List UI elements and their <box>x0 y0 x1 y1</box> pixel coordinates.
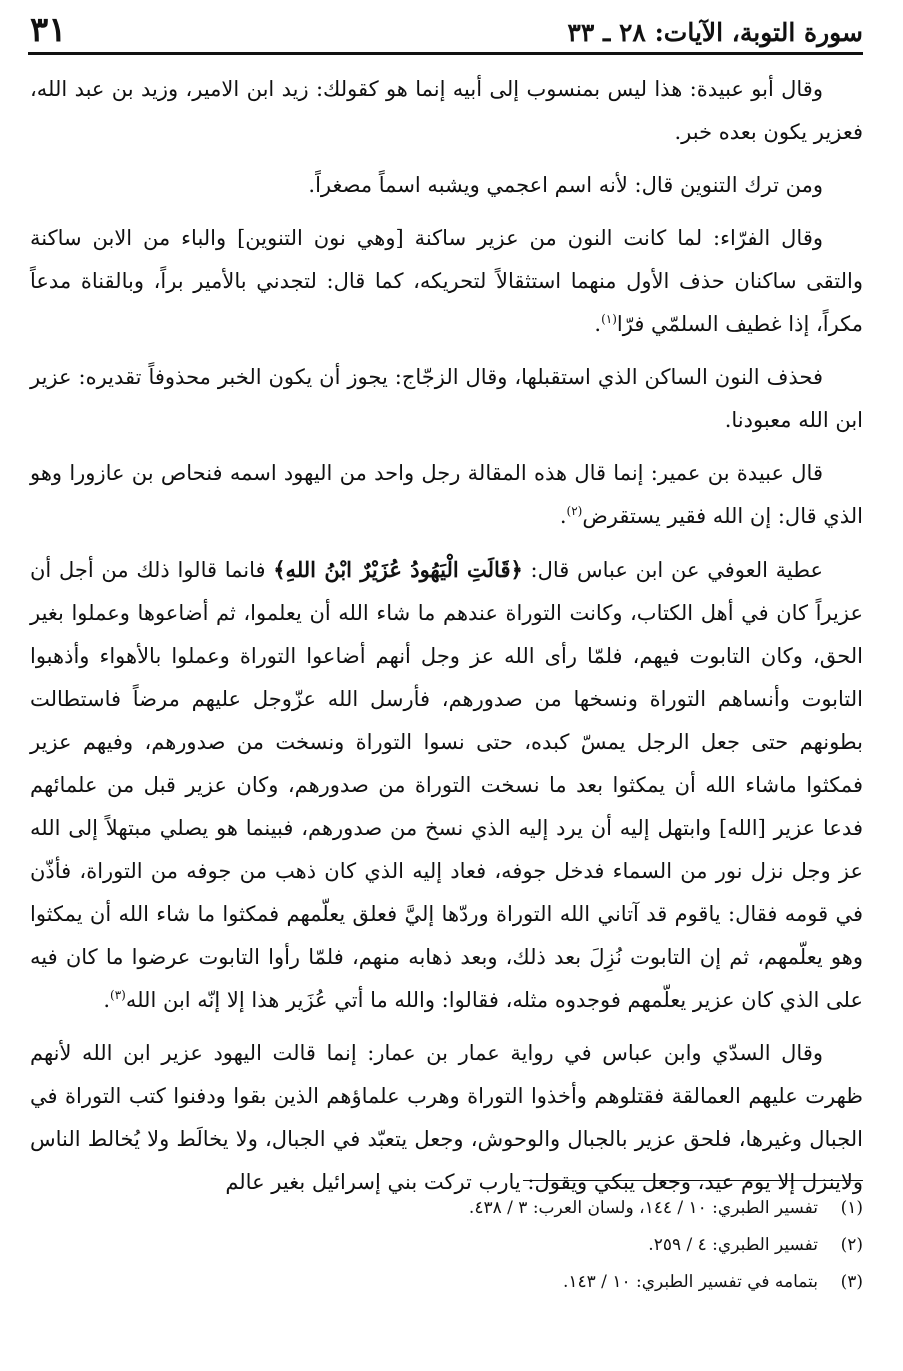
paragraph-end: . <box>103 988 111 1012</box>
paragraph-2 <box>30 164 863 207</box>
footnote-text: تفسير الطبري: ٤ / ٢٥٩. <box>648 1235 818 1255</box>
footnote-ref-3[interactable]: (٣) <box>110 988 126 1002</box>
paragraph-text: فحذف النون الساكن الذي استقبلها، وقال الزجّاج: يجوز أن يكون الخبر محذوفاً تقديره: عزير ابن الله معبودنا. <box>30 365 863 432</box>
paragraph-3 <box>30 217 863 346</box>
paragraph-6 <box>30 548 863 1022</box>
main-text <box>30 68 863 1214</box>
footnote-text: بتمامه في تفسير الطبري: ١٠ / ١٤٣. <box>562 1272 818 1292</box>
footnote-ref-2[interactable]: (٢) <box>566 504 583 518</box>
footnote-number: (٢) <box>840 1235 863 1255</box>
paragraph-end: . <box>594 312 602 336</box>
footnote-text: تفسير الطبري: ١٠ / ١٤٤، ولسان العرب: ٣ / ٤٣٨. <box>468 1198 818 1218</box>
page-number: ٣١ <box>30 10 67 50</box>
footnote-number: (٣) <box>840 1272 863 1292</box>
paragraph-5 <box>30 452 863 538</box>
footnote-number: (١) <box>840 1198 863 1218</box>
footnote-ref-1[interactable]: (١) <box>601 312 617 326</box>
paragraph-text: ومن ترك التنوين قال: لأنه اسم اعجمي ويشبه اسماً مصغراً. <box>308 173 823 197</box>
footnote-2 <box>30 1227 863 1264</box>
running-title: سورة التوبة، الآيات: ٢٨ ـ ٣٣ <box>567 18 863 47</box>
paragraph-lead: عطية العوفي عن ابن عباس قال: <box>530 558 824 582</box>
paragraph-4 <box>30 356 863 442</box>
page-header <box>30 10 863 48</box>
footnotes <box>30 1190 863 1301</box>
paragraph-text: وقال السدّي وابن عباس في رواية عمار بن عمار: إنما قالت اليهود عزير ابن الله لأنهم ظهرت عليهم العمالقة فقتلوهم وأخذوا التوراة وهرب علماؤهم الذين بقوا ودفنوا كتب التوراة في الجبال وغيرها، فلحق عزير بالجبال والوحوش، وجعل يتعبّد في الجبال، ولا يخالَط ولا يُخالط الناس ولاينزل إلا يوم عيد، وجعل يبكي ويقول: يارب تركت بني إسرائيل بغير عالم <box>30 1041 863 1194</box>
header-divider <box>28 52 863 55</box>
quran-verse: ﴿قَالَتِ الْيَهُودُ عُزَيْرٌ ابْنُ اللهِ﴾ <box>273 557 523 582</box>
paragraph-text: فانما قالوا ذلك من أجل أن عزيراً كان في أهل الكتاب، وكانت التوراة عندهم ما شاء الله أن يعلموا، ثم أضاعوها وعملوا بغير الحق، وكان التابوت فيهم، فلمّا رأى الله عز وجل أنهم أضاعوا التوراة وعملوا بالأهواء وأذهبوا التابوت وأنساهم التوراة ونسخها من صدورهم، فأرسل الله عزّوجل عليهم مرضاً فاستطالت بطونهم حتى جعل الرجل يمسّ كبده، حتى نسوا التوراة ونسخت من صدورهم، وفيهم عزير فمكثوا ماشاء الله أن يمكثوا بعد ما نسخت التوراة من صدورهم، وكان عزير قبل من علمائهم فدعا عزير [الله] وابتهل إليه أن يرد إليه الذي نسخ من صدورهم، فبينما هو يصلي مبتهلاً إلى الله عز وجل نزل نور من السماء فدخل جوفه، فعاد إليه الذي كان ذهب من جوفه من التوراة، فأذّن في قومه فقال: ياقوم قد آتاني الله التوراة وردّها إليَّ فعلق يعلّمهم فمكثوا ما شاء الله أن يمكثوا وهو يعلّمهم، ثم إن التابوت نُزِلَ بعد ذلك، وبعد ذهابه منهم، فلمّا رأوا التابوت عرضوا ما كان فيه على الذي كان عزير يعلّمهم فوجدوه مثله، فقالوا: والله ما أتي عُزَير هذا إلا إنّه ابن الله <box>30 558 863 1012</box>
paragraph-text: قال عبيدة بن عمير: إنما قال هذه المقالة رجل واحد من اليهود اسمه فنحاص بن عازورا وهو الذي قال: إن الله فقير يستقرض <box>30 461 863 528</box>
paragraph-text: وقال أبو عبيدة: هذا ليس بمنسوب إلى أبيه إنما هو كقولك: زيد ابن الامير، وزيد بن عبد الله، فعزير يكون بعده خبر. <box>30 77 863 144</box>
paragraph-text: وقال الفرّاء: لما كانت النون من عزير ساكنة [وهي نون التنوين] والباء من الابن ساكنة والتقى ساكنان حذف الأول منهما استثقالاً لتحريكه، كما قال: لتجدني بالأمير براً، وبالقناة مدعاً مكراً، إذا غطيف السلمّي فرّا <box>30 226 863 336</box>
paragraph-end: . <box>559 504 567 528</box>
paragraph-7 <box>30 1032 863 1204</box>
footnote-divider <box>523 1180 863 1181</box>
footnote-1 <box>30 1190 863 1227</box>
paragraph-1 <box>30 68 863 154</box>
footnote-3 <box>30 1264 863 1301</box>
